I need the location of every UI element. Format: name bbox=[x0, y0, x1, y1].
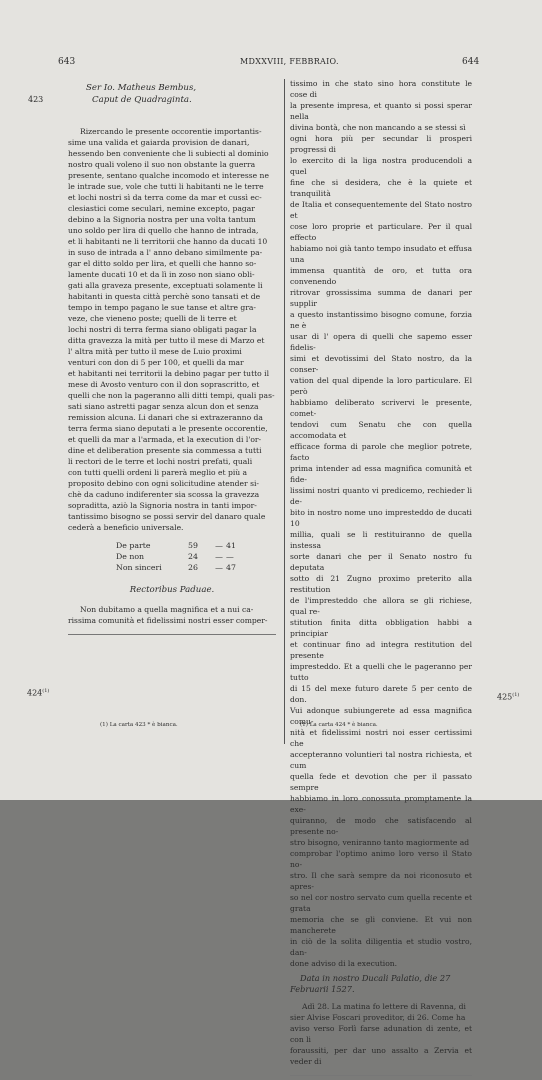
text-line: clesiastici come seculari, nemine excepto, pagar bbox=[68, 204, 255, 213]
vote-count-b: 47 bbox=[226, 563, 236, 572]
entry-number-424-marker: (1) bbox=[42, 688, 50, 694]
text-line: comprobar l'optimo animo loro verso il Stato no- bbox=[290, 849, 472, 869]
dateline-line-1: Data in nostro Ducali Palatio, die 27 bbox=[300, 973, 451, 983]
text-line: hessendo ben conveniente che li subiecti al dominio bbox=[68, 149, 269, 158]
margin-number-425-marker: (1) bbox=[512, 692, 520, 698]
text-line: rissima comunità et fidelissimi nostri esser comper- bbox=[68, 616, 268, 625]
vote-row bbox=[116, 551, 276, 562]
text-line: lissimi nostri quanto vi predicemo, rechieder li de- bbox=[290, 486, 472, 506]
text-line: millia, quali se li restituiranno de quella instessa bbox=[290, 530, 472, 550]
text-line: de l'impresteddo che allora se gli richiese, qual re- bbox=[290, 596, 472, 616]
text-line: cederà a beneficio universale. bbox=[68, 523, 184, 532]
text-line: Rizercando le presente occorentie importantis- bbox=[80, 127, 262, 136]
text-line: et li habitanti ne li territorii che hanno da ducati 10 bbox=[68, 237, 268, 246]
dateline bbox=[290, 973, 472, 995]
text-line: stro bisogno, veniranno tanto magiormente ad bbox=[290, 838, 470, 847]
text-line: habitanti in questa città perchè sono tansati et de bbox=[68, 292, 261, 301]
text-line: remission alcuna. Li danari che si extrazeranno da bbox=[68, 413, 263, 422]
margin-number-425 bbox=[497, 692, 519, 702]
document-title-line-1: Ser Io. Matheus Bembus, bbox=[86, 83, 197, 93]
text-line: et continuar fino ad integra restitution del presente bbox=[290, 640, 472, 660]
text-line: nostro quali voleno il suo non obstante la guerra bbox=[68, 160, 256, 169]
text-line: tempo in tempo pagano le sue tanse et altre gra- bbox=[68, 303, 256, 312]
entry-number-423: 423 bbox=[28, 95, 44, 104]
text-line: mese di Avosto venturo con il don soprascritto, et bbox=[68, 380, 260, 389]
text-line: chè da caduno indiferenter sia scossa la gravezza bbox=[68, 490, 260, 499]
text-line: impresteddo. Et a quelli che le pageranno per tutto bbox=[290, 662, 472, 682]
text-line: Vui adonque subiungerete ad essa magnifica comu- bbox=[290, 706, 472, 726]
entry-number-424-value: 424 bbox=[27, 688, 43, 698]
text-line: in suso de intrada a l' anno debano similmente pa- bbox=[68, 248, 263, 257]
text-line: proposito debino con ogni solicitudine atender si- bbox=[68, 479, 259, 488]
column-divider bbox=[284, 79, 285, 744]
text-line: presente, sentano qualche incomodo et interesse ne bbox=[68, 171, 269, 180]
text-line: a questo instantissimo bisogno comune, forzia ne è bbox=[290, 310, 472, 330]
text-line: simi et devotissimi del Stato nostro, da la conser- bbox=[290, 354, 472, 374]
dateline-line-2: Februarii 1527. bbox=[290, 984, 355, 994]
running-title: MDXXVIII, FEBBRAIO. bbox=[240, 57, 339, 66]
text-line: quiranno, de modo che satisfacendo al presente no- bbox=[290, 816, 472, 836]
vote-count-b: 41 bbox=[226, 541, 236, 550]
text-line: le intrade sue, vole che tutti li habitanti ne le terre bbox=[68, 182, 264, 191]
text-line: li rectori de le terre et lochi nostri prefati, quali bbox=[68, 457, 253, 466]
text-line: quella fede et devotion che per il passato sempre bbox=[290, 772, 472, 792]
footnote-rule bbox=[290, 1075, 472, 1076]
text-line: sotto di 21 Zugno proximo preterito alla restitution bbox=[290, 574, 472, 594]
vote-count-a: 24 bbox=[188, 552, 198, 561]
text-line: l' altra mità per tutto il mese de Luio proximi bbox=[68, 347, 242, 356]
text-line: so nel cor nostro servato cum quella recente et grata bbox=[290, 893, 472, 913]
right-page-number: 644 bbox=[462, 57, 480, 67]
left-column bbox=[68, 82, 276, 639]
text-line: divina bontà, che non mancando a se stessi sì bbox=[290, 123, 466, 132]
text-line: Adì 28. La matina fo lettere di Ravenna, di bbox=[302, 1002, 466, 1011]
text-line: habbiamo in loro conossuta promptamente la exe- bbox=[290, 794, 472, 814]
text-line: ogni hora più per secundar li prosperi progressi di bbox=[290, 134, 472, 154]
text-line: sime una valida et gaiarda provision de danari, bbox=[68, 138, 250, 147]
vote-count-a: 26 bbox=[188, 563, 198, 572]
vote-count-b: — bbox=[226, 552, 234, 561]
vote-dash: — bbox=[215, 563, 223, 572]
text-line: sier Alvise Foscari proveditor, di 26. Come ha bbox=[290, 1013, 466, 1022]
letter-heading: Rectoribus Paduae. bbox=[129, 585, 215, 595]
text-line: fine che si desidera, che è la quiete et tranquilità bbox=[290, 178, 472, 198]
text-line: tissimo in che stato sino hora constitute le cose di bbox=[290, 79, 472, 99]
text-line: cose loro proprie et particulare. Per il qual effecto bbox=[290, 222, 472, 242]
text-line: aviso verso Forlì farse adunation di zente, et con li bbox=[290, 1024, 472, 1044]
text-line: ditta gravezza la mità per tutto il mese di Marzo et bbox=[68, 336, 265, 345]
text-line: con tutti quelli ordeni li parerà meglio et più a bbox=[68, 468, 248, 477]
left-page-number: 643 bbox=[58, 57, 76, 67]
text-line: foraussiti, per dar uno assalto a Zervia et veder di bbox=[290, 1046, 472, 1066]
text-line: debino a la Signoria nostra per una volta tantum bbox=[68, 215, 256, 224]
document-title-line-2: Caput de Quadraginta. bbox=[92, 95, 192, 105]
text-line: usar di l' opera di quelli che sapemo esser fidelis- bbox=[290, 332, 472, 352]
text-line: accepteranno voluntieri tal nostra richiesta, et cum bbox=[290, 750, 472, 770]
text-line: habiamo noi già tanto tempo insudato et effusa una bbox=[290, 244, 472, 264]
vote-row bbox=[116, 540, 276, 551]
footnote-left: (1) La carta 423 * è bianca. bbox=[100, 722, 178, 728]
footnote-right: (1) La carta 424 * è bianca. bbox=[300, 722, 378, 728]
vote-dash: — bbox=[215, 541, 223, 550]
text-line: stro. Il che sarà sempre da noi riconosuto et apres- bbox=[290, 871, 472, 891]
text-line: de Italia et consequentemente del Stato nostro et bbox=[290, 200, 472, 220]
text-line: sorte danari che per il Senato nostro fu deputata bbox=[290, 552, 472, 572]
text-line: uno soldo per lira di quello che hanno de intrada, bbox=[68, 226, 259, 235]
text-line: et lochi nostri sì da terra come da mar et cussì ec- bbox=[68, 193, 262, 202]
vote-count-a: 59 bbox=[188, 541, 198, 550]
text-line: done adviso di la execution. bbox=[290, 959, 398, 968]
text-line: et quelli da mar a l'armada, et la execution di l'or- bbox=[68, 435, 262, 444]
text-line: prima intender ad essa magnifica comunità et fide- bbox=[290, 464, 472, 484]
decree-text bbox=[68, 126, 276, 533]
footnote-rule bbox=[68, 634, 276, 635]
text-line: tantissimo bisogno se possi servir del danaro quale bbox=[68, 512, 266, 521]
text-line: immensa quantità de oro, et tutta ora convenendo bbox=[290, 266, 472, 286]
vote-label: De parte bbox=[116, 541, 151, 550]
text-line: sopraditta, aziò la Signoria nostra in tanti impor- bbox=[68, 501, 257, 510]
text-line: gar el ditto soldo per lira, et quelli che hanno so- bbox=[68, 259, 257, 268]
vote-label: De non bbox=[116, 552, 145, 561]
text-line: sati siano astretti pagar senza alcun don et senza bbox=[68, 402, 259, 411]
vote-tally bbox=[116, 540, 276, 573]
text-line: memoria che se gli conviene. Et vui non mancherete bbox=[290, 915, 472, 935]
text-line: habbiamo deliberato scrivervi le presente, comet- bbox=[290, 398, 472, 418]
vote-dash: — bbox=[215, 552, 223, 561]
text-line: Non dubitamo a quella magnifica et a nui ca- bbox=[80, 605, 254, 614]
text-line: vation del qual dipende la loro particulare. El però bbox=[290, 376, 472, 396]
text-line: di 15 del mexe futuro darete 5 per cento de don. bbox=[290, 684, 472, 704]
text-line: venturi con don di 5 per 100, et quelli da mar bbox=[68, 358, 244, 367]
text-line: lochi nostri di terra ferma siano obligati pagar la bbox=[68, 325, 257, 334]
text-line: in ciò de la solita diligentia et studio vostro, dan- bbox=[290, 937, 472, 957]
running-header bbox=[0, 57, 542, 69]
text-line: gati alla graveza presente, exceptuati solamente li bbox=[68, 281, 263, 290]
text-line: lo exercito di la liga nostra producendoli a quel bbox=[290, 156, 472, 176]
text-line: quelli che non la pageranno alli ditti tempi, quali pas- bbox=[68, 391, 275, 400]
text-line: la presente impresa, et quanto si possi sperar nella bbox=[290, 101, 472, 121]
text-line: stitution finita ditta obbligation habbi a principiar bbox=[290, 618, 472, 638]
text-line: et habitanti nei territorii la debino pagar per tutto il bbox=[68, 369, 270, 378]
margin-number-425-value: 425 bbox=[497, 692, 513, 702]
vote-label: Non sinceri bbox=[116, 563, 162, 572]
vote-row bbox=[116, 562, 276, 573]
right-column bbox=[290, 78, 472, 1080]
text-line: bito in nostro nome uno impresteddo de ducati 10 bbox=[290, 508, 472, 528]
text-line: veze, che vieneno poste; quelli de li terre et bbox=[68, 314, 237, 323]
text-line: dine et deliberation presente sia commessa a tutti bbox=[68, 446, 262, 455]
text-line: efficace forma di parole che meglior potrete, facto bbox=[290, 442, 472, 462]
entry-number-424 bbox=[27, 688, 49, 698]
text-line: ritrovar grossissima summa de danari per supplir bbox=[290, 288, 472, 308]
text-line: lamente ducati 10 et da lì in zoso non siano obli- bbox=[68, 270, 255, 279]
text-line: tendovi cum Senatu che con quella accomodata et bbox=[290, 420, 472, 440]
text-line: terra ferma siano deputati a le presente occorentie, bbox=[68, 424, 268, 433]
text-line: nità et fidelissimi nostri noi esser certissimi che bbox=[290, 728, 472, 748]
